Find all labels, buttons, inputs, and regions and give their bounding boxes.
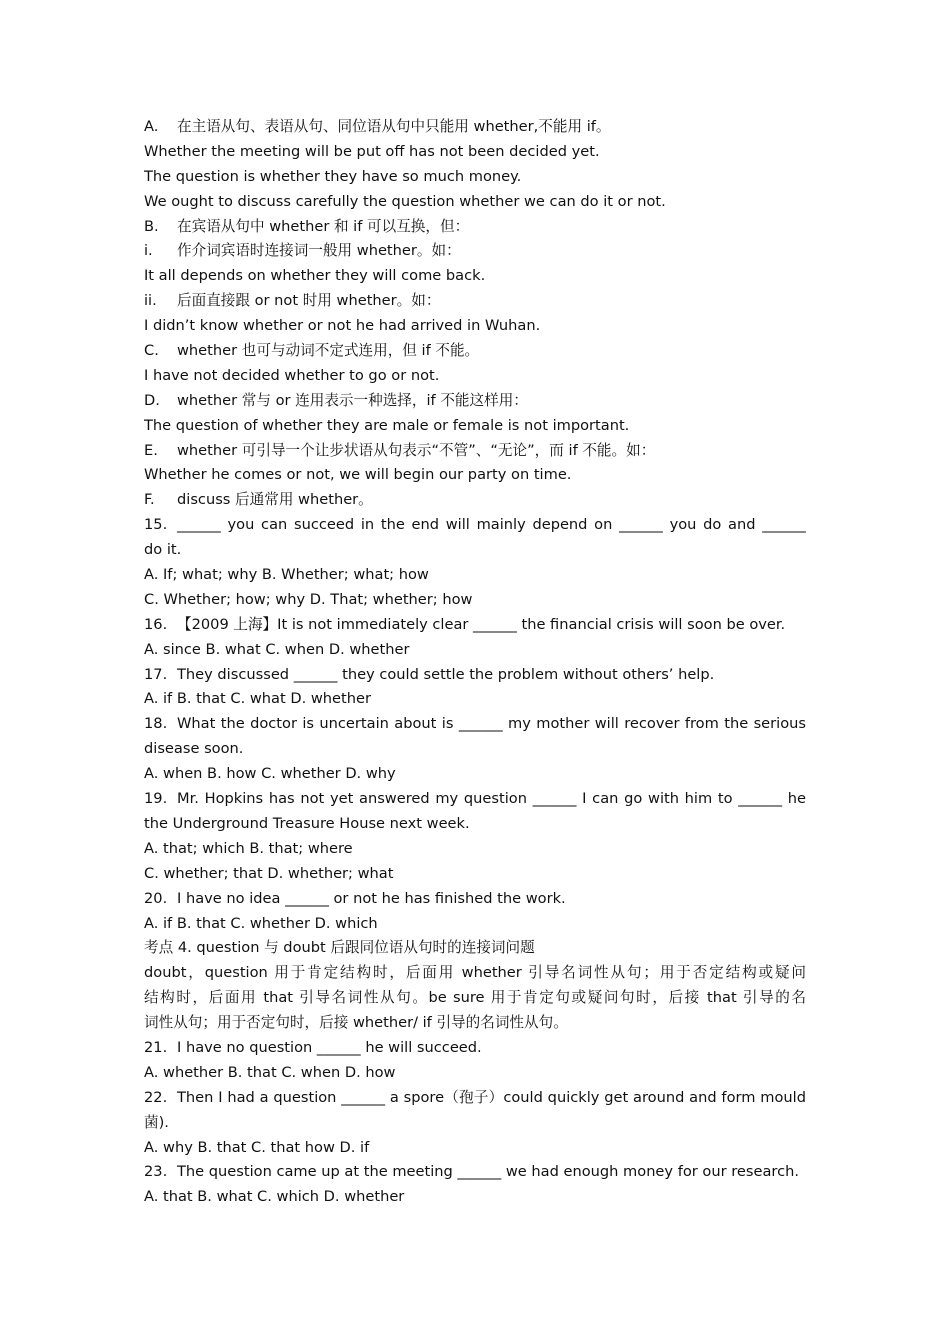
text-line [144, 488, 806, 513]
line-text: doubt，question 用于肯定结构时，后面用 whether 引导名词性从句；用于否定结构或疑问 [144, 964, 806, 982]
text-line [144, 1011, 806, 1036]
text-line [144, 638, 806, 663]
line-text: 作介词宾语时连接词一般用 whether。如： [177, 242, 461, 260]
text-line [144, 1185, 806, 1210]
line-text: 在宾语从句中 whether 和 if 可以互换，但： [177, 217, 470, 235]
line-prefix: 22. [144, 1088, 168, 1106]
line-text: I didn’t know whether or not he had arrived in Wuhan. [144, 317, 541, 335]
text-line [144, 563, 806, 588]
text-line [144, 762, 806, 787]
text-line [144, 115, 806, 140]
line-prefix: 16. [144, 615, 168, 633]
line-text: The question of whether they are male or female is not important. [144, 416, 630, 434]
text-line [144, 1111, 806, 1136]
line-prefix: D. [144, 391, 160, 409]
text-line [144, 712, 806, 737]
line-text: Whether he comes or not, we will begin our party on time. [144, 466, 572, 484]
text-line [144, 912, 806, 937]
text-line [144, 1061, 806, 1086]
line-text: It all depends on whether they will come back. [144, 267, 486, 285]
line-text: A. that B. what C. which D. whether [144, 1188, 405, 1206]
text-line [144, 613, 806, 638]
text-line [144, 961, 806, 986]
line-prefix: B. [144, 217, 159, 235]
text-line [144, 1160, 806, 1185]
line-text: A. that; which B. that; where [144, 839, 353, 857]
line-text: the Underground Treasure House next week. [144, 814, 470, 832]
text-line [144, 439, 806, 464]
line-text: 在主语从句、表语从句、同位语从句中只能用 whether,不能用 if。 [177, 118, 611, 135]
text-line [144, 787, 806, 812]
line-prefix: 20. [144, 889, 168, 907]
line-text: 菌). [144, 1113, 169, 1131]
text-line [144, 314, 806, 339]
text-line [144, 513, 806, 538]
line-text: A. whether B. that C. when D. how [144, 1063, 396, 1081]
text-line [144, 190, 806, 215]
text-line [144, 414, 806, 439]
line-text: 结构时，后面用 that 引导名词性从句。be sure 用于肯定句或疑问句时，后接 that 引导的名 [144, 989, 806, 1007]
text-line [144, 687, 806, 712]
line-text: 词性从句；用于否定句时，后接 whether/ if 引导的名词性从句。 [144, 1014, 568, 1032]
line-text: I have no idea ______ or not he has finished the work. [177, 889, 566, 907]
text-line [144, 936, 806, 961]
line-text: I have not decided whether to go or not. [144, 366, 440, 384]
line-text: A. when B. how C. whether D. why [144, 765, 396, 783]
line-prefix: A. [144, 118, 159, 135]
line-prefix: 18. [144, 715, 168, 733]
line-prefix: 17. [144, 665, 168, 683]
line-prefix: E. [144, 441, 158, 459]
text-line [144, 986, 806, 1011]
line-text: A. why B. that C. that how D. if [144, 1138, 370, 1156]
text-line [144, 389, 806, 414]
text-line [144, 463, 806, 488]
text-line [144, 289, 806, 314]
line-text: C. whether; that D. whether; what [144, 864, 394, 882]
line-text: 考点 4. question 与 doubt 后跟同位语从句时的连接词问题 [144, 939, 535, 957]
text-line [144, 239, 806, 264]
line-prefix: 19. [144, 790, 168, 808]
text-line [144, 812, 806, 837]
line-text: discuss 后通常用 whether。 [177, 491, 373, 509]
text-line [144, 588, 806, 613]
line-prefix: C. [144, 342, 159, 360]
text-line [144, 1136, 806, 1161]
line-text: whether 也可与动词不定式连用，但 if 不能。 [177, 342, 480, 360]
text-line [144, 165, 806, 190]
line-prefix: ii. [144, 292, 157, 310]
line-text: Then I had a question ______ a spore（孢子）could quickly get around and form mould [177, 1088, 806, 1106]
line-text: do it. [144, 541, 182, 559]
line-text: What the doctor is uncertain about is ______ my mother will recover from the serious [177, 715, 806, 733]
line-text: disease soon. [144, 740, 244, 758]
text-line [144, 862, 806, 887]
text-line [144, 1086, 806, 1111]
line-text: The question came up at the meeting ______ we had enough money for our research. [177, 1163, 799, 1181]
line-text: We ought to discuss carefully the question whether we can do it or not. [144, 192, 666, 210]
line-text: They discussed ______ they could settle the problem without others’ help. [177, 665, 715, 683]
line-text: ______ you can succeed in the end will mainly depend on ______ you do and ______ [177, 516, 806, 534]
line-text: I have no question ______ he will succeed. [177, 1038, 482, 1056]
line-text: whether 常与 or 连用表示一种选择，if 不能这样用： [177, 391, 528, 409]
line-text: whether 可引导一个让步状语从句表示“不管”、“无论”，而 if 不能。如： [177, 441, 656, 459]
line-text: A. if B. that C. whether D. which [144, 914, 378, 932]
line-prefix: 23. [144, 1163, 168, 1181]
text-line [144, 264, 806, 289]
line-text: 【2009 上海】It is not immediately clear ______ the financial crisis will soon be over. [177, 615, 786, 633]
line-text: A. since B. what C. when D. whether [144, 640, 410, 658]
text-line [144, 837, 806, 862]
text-line [144, 887, 806, 912]
line-text: C. Whether; how; why D. That; whether; how [144, 590, 473, 608]
line-prefix: 15. [144, 516, 168, 534]
line-prefix: 21. [144, 1038, 168, 1056]
text-line [144, 215, 806, 240]
line-text: The question is whether they have so much money. [144, 167, 522, 185]
text-line [144, 538, 806, 563]
text-line [144, 663, 806, 688]
line-text: A. If; what; why B. Whether; what; how [144, 566, 429, 584]
text-line [144, 1036, 806, 1061]
text-line [144, 364, 806, 389]
text-line [144, 140, 806, 165]
document-body [144, 115, 806, 1210]
line-text: Mr. Hopkins has not yet answered my question ______ I can go with him to ______ he [177, 790, 806, 808]
line-text: 后面直接跟 or not 时用 whether。如： [177, 292, 441, 310]
line-prefix: i. [144, 242, 153, 260]
line-prefix: F. [144, 491, 155, 509]
text-line [144, 737, 806, 762]
line-text: Whether the meeting will be put off has not been decided yet. [144, 142, 600, 160]
line-text: A. if B. that C. what D. whether [144, 690, 371, 708]
text-line [144, 339, 806, 364]
